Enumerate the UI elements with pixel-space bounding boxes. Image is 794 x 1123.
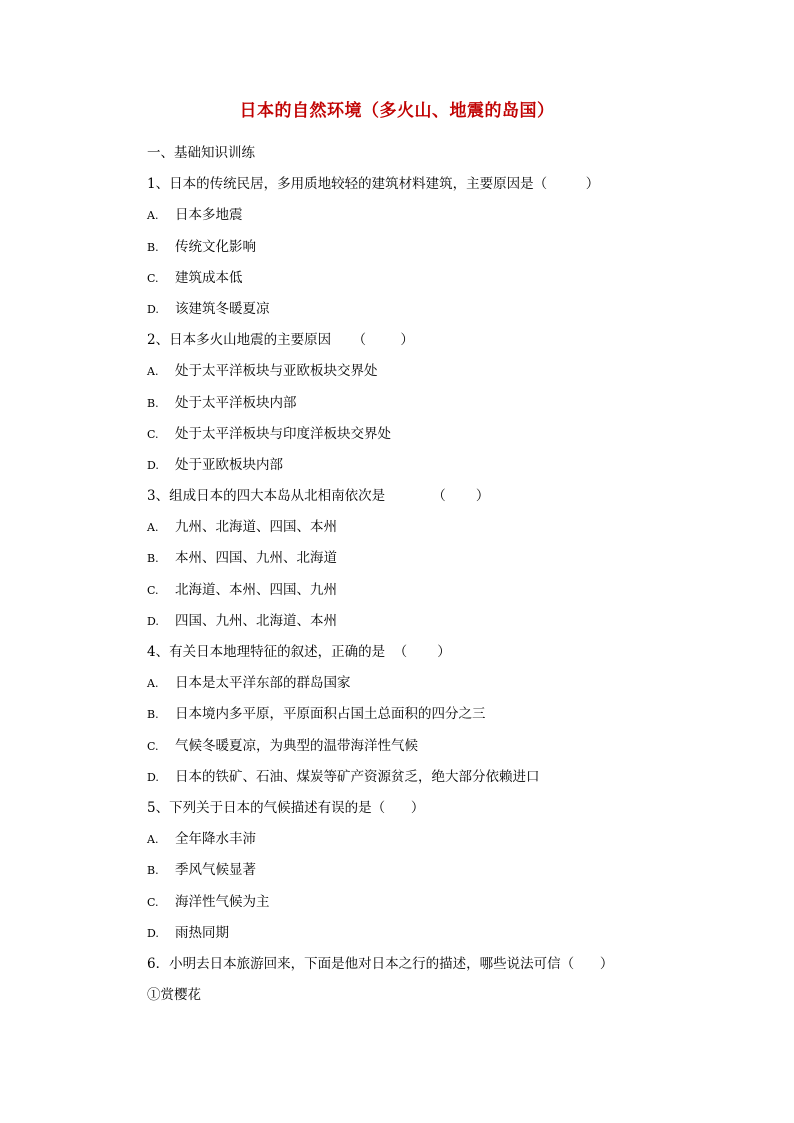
option-letter: D. <box>147 458 159 472</box>
option-item <box>147 543 667 574</box>
option-text: 处于亚欧板块内部 <box>175 456 283 473</box>
option-letter: D. <box>147 926 159 940</box>
question-stem <box>147 169 667 200</box>
option-item <box>147 887 667 918</box>
option-letter: B. <box>147 396 159 410</box>
option-text: 日本境内多平原，平原面积占国土总面积的四分之三 <box>175 706 486 723</box>
option-text: 海洋性气候为主 <box>175 893 270 910</box>
option-text: 该建筑冬暖夏凉 <box>175 300 270 317</box>
option-item <box>147 855 667 886</box>
option-letter: C. <box>147 583 159 597</box>
option-text: 九州、北海道、四国、本州 <box>175 519 337 536</box>
answer-blank: ） <box>547 176 600 193</box>
option-item <box>147 294 667 325</box>
option-text: 传统文化影响 <box>175 238 256 255</box>
question-text: 下列关于日本的气候描述有误的是（ <box>169 799 386 816</box>
question-number: 6． <box>147 955 170 972</box>
option-letter: D. <box>147 302 159 316</box>
option-text: 气候冬暖夏凉，为典型的温带海洋性气候 <box>175 737 418 754</box>
document-body <box>147 138 667 1011</box>
option-item <box>147 419 667 450</box>
option-item <box>147 388 667 419</box>
question-stem <box>147 949 667 980</box>
option-text: 建筑成本低 <box>175 269 243 286</box>
statement-item: ①赏樱花 <box>147 987 201 1004</box>
page-title: 日本的自然环境（多火山、地震的岛国） <box>239 101 555 121</box>
question-text: 日本多火山地震的主要原因 <box>169 332 332 349</box>
answer-blank: ） <box>574 955 614 972</box>
option-item <box>147 918 667 949</box>
question-stem <box>147 325 667 356</box>
option-text: 季风气候显著 <box>175 862 256 879</box>
option-text: 日本是太平洋东部的群岛国家 <box>175 675 351 692</box>
answer-blank: （ ） <box>385 644 451 660</box>
option-letter: A. <box>147 209 159 223</box>
option-letter: A. <box>147 833 159 847</box>
option-letter: D. <box>147 614 159 628</box>
question-stem <box>147 481 667 512</box>
option-text: 日本的铁矿、石油、煤炭等矿产资源贫乏，绝大部分依赖进口 <box>175 768 540 785</box>
option-text: 本州、四国、九州、北海道 <box>175 550 337 567</box>
option-text: 处于太平洋板块内部 <box>175 394 297 411</box>
option-letter: B. <box>147 552 159 566</box>
option-item <box>147 668 667 699</box>
option-item <box>147 450 667 481</box>
option-item <box>147 762 667 793</box>
question-number: 2、 <box>147 332 170 349</box>
option-text: 雨热同期 <box>175 924 229 941</box>
option-item <box>147 512 667 543</box>
option-text: 全年降水丰沛 <box>175 831 256 848</box>
option-letter: B. <box>147 864 159 878</box>
question-number: 5、 <box>147 799 170 816</box>
option-item <box>147 232 667 263</box>
answer-blank: ） <box>385 799 425 816</box>
option-letter: C. <box>147 895 159 909</box>
option-item <box>147 356 667 387</box>
option-item <box>147 824 667 855</box>
option-letter: D. <box>147 770 159 784</box>
option-item <box>147 731 667 762</box>
question-number: 4、 <box>147 644 170 660</box>
question-text: 组成日本的四大本岛从北相南依次是 <box>169 488 386 505</box>
section-heading: 一、基础知识训练 <box>147 145 255 161</box>
option-letter: C. <box>147 271 159 285</box>
option-item <box>147 699 667 730</box>
option-letter: C. <box>147 427 159 441</box>
option-letter: C. <box>147 739 159 753</box>
option-text: 处于太平洋板块与印度洋板块交界处 <box>175 425 391 442</box>
question-text: 小明去日本旅游回来，下面是他对日本之行的描述，哪些说法可信（ <box>169 955 575 972</box>
option-letter: B. <box>147 708 159 722</box>
option-item <box>147 575 667 606</box>
option-text: 处于太平洋板块与亚欧板块交界处 <box>175 363 378 380</box>
question-text: 有关日本地理特征的叙述，正确的是 <box>169 644 386 660</box>
option-letter: A. <box>147 677 159 691</box>
option-item <box>147 263 667 294</box>
option-letter: A. <box>147 365 159 379</box>
question-number: 1、 <box>147 176 170 193</box>
option-item <box>147 606 667 637</box>
answer-blank: （ ） <box>331 332 414 349</box>
question-text: 日本的传统民居，多用质地较轻的建筑材料建筑，主要原因是（ <box>169 176 548 193</box>
option-letter: B. <box>147 240 159 254</box>
question-stem <box>147 793 667 824</box>
option-text: 北海道、本州、四国、九州 <box>175 581 337 598</box>
option-letter: A. <box>147 521 159 535</box>
question-stem <box>147 637 667 668</box>
option-text: 四国、九州、北海道、本州 <box>175 612 337 629</box>
question-number: 3、 <box>147 488 170 505</box>
option-text: 日本多地震 <box>175 207 243 224</box>
answer-blank: （ ） <box>385 488 490 505</box>
option-item <box>147 200 667 231</box>
